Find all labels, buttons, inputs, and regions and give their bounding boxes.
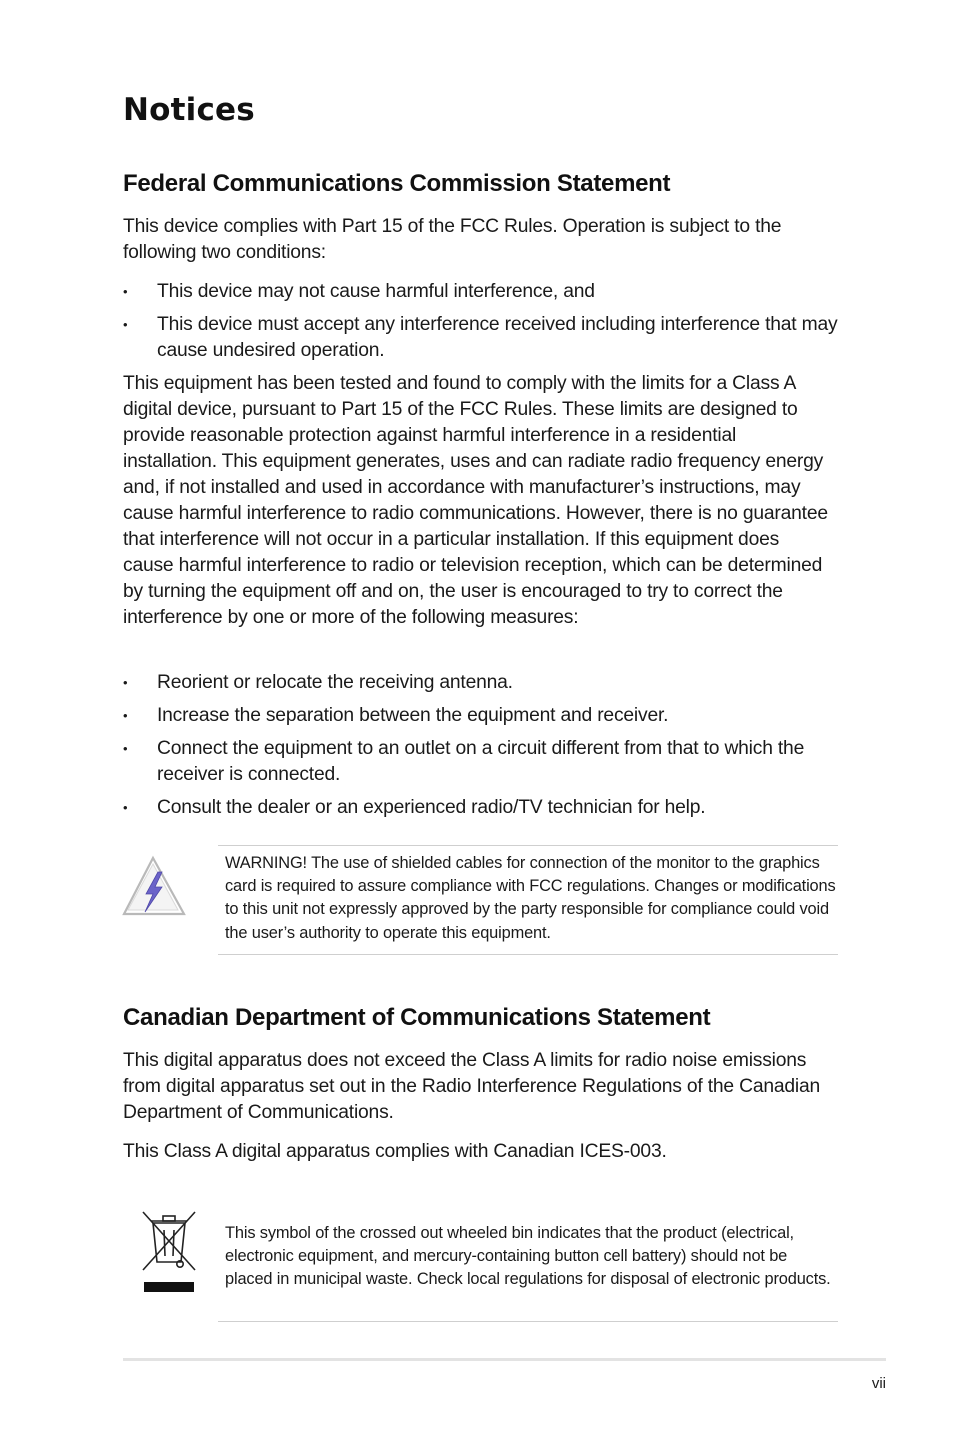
- bullet-icon: •: [123, 284, 128, 299]
- fcc-intro: This device complies with Part 15 of the FCC Rules. Operation is subject to the following two conditions:: [123, 216, 782, 263]
- list-item-text: Reorient or relocate the receiving antenna.: [157, 672, 513, 693]
- page-title: Notices: [123, 92, 255, 128]
- list-item: [123, 279, 843, 305]
- list-item-text: This device may not cause harmful interference, and: [157, 281, 595, 302]
- canada-heading: Canadian Department of Communications Statement: [123, 1004, 711, 1031]
- canada-para-2: This Class A digital apparatus complies with Canadian ICES-003.: [123, 1141, 667, 1162]
- fcc-heading: Federal Communications Commission Statement: [123, 170, 671, 197]
- list-item-text: Increase the separation between the equipment and receiver.: [157, 705, 669, 726]
- list-item: [123, 795, 843, 821]
- list-item: [123, 312, 843, 364]
- warning-note: [218, 845, 838, 955]
- bullet-icon: •: [123, 800, 128, 815]
- list-item-text: Connect the equipment to an outlet on a circuit different from that to which the receiver is connected.: [157, 738, 805, 785]
- list-item: [123, 736, 843, 788]
- bullet-icon: •: [123, 317, 128, 332]
- page-number: vii: [871, 1375, 886, 1392]
- list-item: [123, 670, 843, 696]
- warning-lightning-icon: [122, 854, 188, 918]
- list-item-text: Consult the dealer or an experienced radio/TV technician for help.: [157, 797, 706, 818]
- list-item-text: This device must accept any interference received including interference that may cause undesired operation.: [157, 314, 838, 361]
- warning-text: WARNING! The use of shielded cables for connection of the monitor to the graphics card is required to assure compliance with FCC regulations. Changes or modifications to this unit not expressly approved by the party responsible for compliance could void the user’s authority to operate this equipment.: [225, 854, 836, 942]
- list-item: [123, 703, 843, 729]
- bullet-icon: •: [123, 741, 128, 756]
- footer-divider: [123, 1358, 886, 1361]
- bullet-icon: •: [123, 675, 128, 690]
- canada-para-1: This digital apparatus does not exceed the Class A limits for radio noise emissions from digital apparatus set out in the Radio Interference Regulations of the Canadian Department of Communications.: [123, 1050, 821, 1123]
- weee-text: This symbol of the crossed out wheeled bin indicates that the product (electrical, electronic equipment, and mercury-containing button cell battery) should not be placed in municipal waste. Check local regulations for disposal of electronic products.: [225, 1224, 831, 1289]
- fcc-body: This equipment has been tested and found to comply with the limits for a Class A digital device, pursuant to Part 15 of the FCC Rules. These limits are designed to provide reasonable protection against harmful interference in a residential installation. This equipment generates, uses and can radiate radio frequency energy and, if not installed and used in accordance with manufacturer’s instructions, may cause harmful interference to radio communications. However, there is no guarantee that interference will not occur in a particular installation. If this equipment does cause harmful interference to radio or television reception, which can be determined by turning the equipment off and on, the user is encouraged to try to correct the interference by one or more of the following measures:: [123, 373, 828, 628]
- bullet-icon: •: [123, 708, 128, 723]
- weee-note: [218, 1212, 838, 1322]
- crossed-bin-icon: [140, 1210, 198, 1296]
